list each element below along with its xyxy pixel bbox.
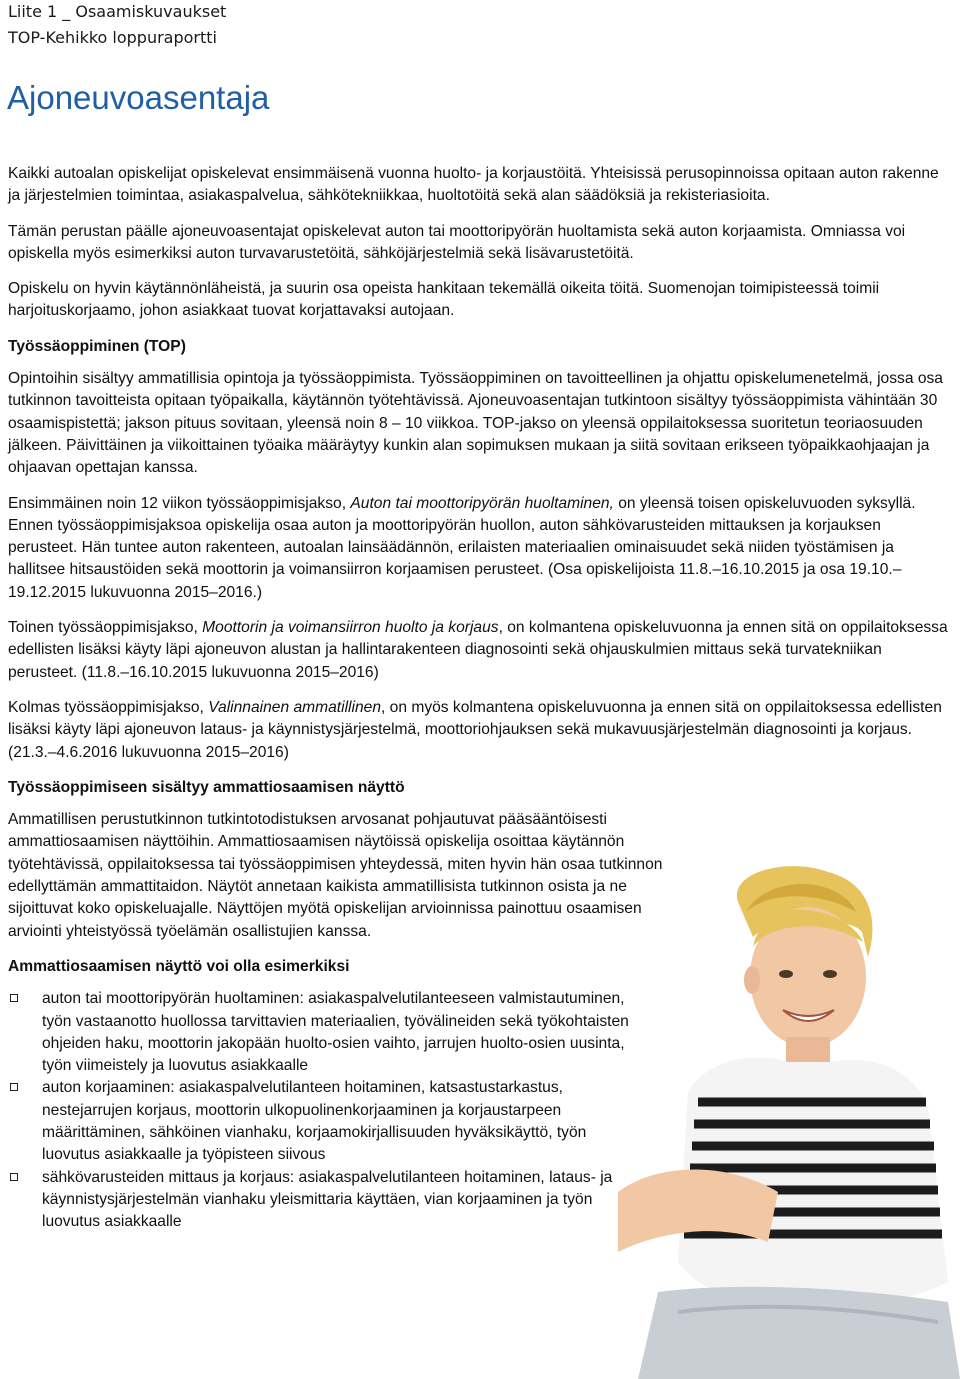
list-item: auton korjaaminen: asiakaspalvelutilanteen hoitaminen, katsastustarkastus, nestejarrujen korjaus, moottorin ulkopuolinenkorjaaminen ja korjaustarpeen määrittäminen, sähköinen vianhaku, korjaamokirjallisuuden hyväksikäyttö, työn luovutus asiakkaalle ja työpisteen siivous [8,1077,648,1166]
square-bullet-icon [10,1173,18,1181]
header-appendix-label: Liite 1 _ Osaamiskuvaukset [8,2,227,21]
period-1-name: Auton tai moottoripyörän huoltaminen, [350,494,614,512]
page-title: Ajoneuvoasentaja [7,79,270,116]
top-heading: Työssäoppiminen (TOP) [8,337,186,355]
naytto-heading: Työssäoppimiseen sisältyy ammattiosaamisen näyttö [8,778,405,796]
naytto-paragraph: Ammatillisen perustutkinnon tutkintotodistuksen arvosanat pohjautuvat pääsääntöisesti ammattiosaamisen näyttöihin. Ammattiosaamisen näytöissä opiskelija osoittaa käytännön työtehtävissä, oppilaitoksessa tai työssäoppimisen yhteydessä, miten hyvin hän osaa tutkinnon edellyttämän ammattitaidon. Näytöt annetaan kaikista ammatillisista tutkinnon osista ja ne sijoittuvat koko opiskeluajalle. Näyttöjen myötä opiskelijan arvioinnissa painottuu osaamisen arviointi yhteistyössä työelämän osallistujien kanssa. [8,811,663,940]
student-photo [618,862,960,1379]
period-3-name: Valinnainen ammatillinen [208,698,381,716]
top-paragraph-4: Kolmas työssäoppimisjakso, Valinnainen ammatillinen, on myös kolmantena opiskeluvuonna ja ennen sitä on oppilaitoksessa edellisten lisäksi käyty läpi ajoneuvon lataus- ja käynnistysjärjestelmä, moottoriohjauksen sekä mukavuusjärjestelmän diagnosointi ja korjaus. (21.3.–4.6.2016 lukuvuonna 2015–2016) [8,698,942,761]
list-item: auton tai moottoripyörän huoltaminen: asiakaspalvelutilanteeseen valmistautuminen, työn vastaanotto huollossa tarvittavien materiaalien, työvälineiden sekä työkohtaisten ohjeiden haku, moottorin jakopään huolto-osien vaihto, jarrujen huolto-osien uusinta, työn viimeistely ja luovutus asiakkaalle [8,988,648,1077]
top-paragraph-1: Opintoihin sisältyy ammatillisia opintoja ja työssäoppimista. Työssäoppiminen on tavoitteellinen ja ohjattu opiskelumenetelmä, jossa osa tutkinnon tavoitteista opitaan työpaikalla, käytännön työtehtävissä. Ajoneuvoasentajan tutkintoon sisältyy työssäoppimista vähintään 30 osaamispistettä; jakson pituus sovitaan, yleensä noin 8 – 10 viikkoa. TOP-jakso on yleensä oppilaitoksessa suoritetun teoriaosuuden jälkeen. Päivittäinen ja viikoittainen työaika määräytyy kunkin alan sopimuksen mukaan ja siitä sovitaan erikseen työpaikkaohjaajan ja ohjaavan opettajan kanssa. [8,370,943,477]
header-report-label: TOP-Kehikko loppuraportti [8,28,217,47]
period-2-name: Moottorin ja voimansiirron huolto ja korjaus [202,619,499,637]
list-item: sähkövarusteiden mittaus ja korjaus: asiakaspalvelutilanteen hoitaminen, lataus- ja käynnistysjärjestelmän vianhaku yleismittaria käyttäen, vian korjaaminen ja työn luovutus asiakkaalle [8,1167,648,1234]
examples-list [8,988,648,1233]
top-paragraph-3: Toinen työssäoppimisjakso, Moottorin ja voimansiirron huolto ja korjaus, on kolmantena opiskeluvuonna ja ennen sitä on oppilaitoksessa edellisten lisäksi käyty läpi ajoneuvon alustan ja hallintarakenteen diagnosointi sekä ohjauskulmien mittaus sekä turvatekniikan perusteet. (11.8.–16.10.2015 lukuvuonna 2015–2016) [8,619,948,681]
square-bullet-icon [10,1083,18,1091]
intro-paragraph-3: Opiskelu on hyvin käytännönläheistä, ja suurin osa opeista hankitaan tekemällä oikeita töitä. Suomenojan toimipisteessä toimii harjoituskorjaamo, johon asiakkaat tuovat korjattavaksi autojaan. [8,280,880,320]
intro-paragraph-1: Kaikki autoalan opiskelijat opiskelevat ensimmäisenä vuonna huolto- ja korjaustöitä. Yhteisissä perusopinnoissa opitaan auton rakenne ja järjestelmien toimintaa, asiakaspalvelua, sähkötekniikkaa, huoltotöitä sekä alan säädöksiä ja rekisteriasioita. [8,165,939,205]
intro-paragraph-2: Tämän perustan päälle ajoneuvoasentajat opiskelevat auton tai moottoripyörän huoltamista sekä auton korjaamista. Omniassa voi opiskella myös esimerkiksi auton turvavarustetöitä, sähköjärjestelmiä sekä lisävarustetöitä. [8,222,906,262]
top-paragraph-2: Ensimmäinen noin 12 viikon työssäoppimisjakso, Auton tai moottoripyörän huoltaminen, on yleensä toisen opiskeluvuoden syksyllä. Ennen työssäoppimisjaksoa opiskelija osaa auton ja moottoripyörän huollon, auton sähkövarusteiden mittauksen ja korjauksen perusteet. Hän tuntee auton rakenteen, autoalan lainsäädännön, erilaisten materiaalien ominaisuudet sekä niiden työstämisen ja hallitsee hitsaustöiden sekä moottorin ja voimansiirron korjaamisen perusteet. (Osa opiskelijoista 11.8.–16.10.2015 ja osa 19.10.–19.12.2015 lukuvuonna 2015–2016.) [8,494,916,601]
square-bullet-icon [10,994,18,1002]
examples-heading: Ammattiosaamisen näyttö voi olla esimerkiksi [8,957,350,975]
